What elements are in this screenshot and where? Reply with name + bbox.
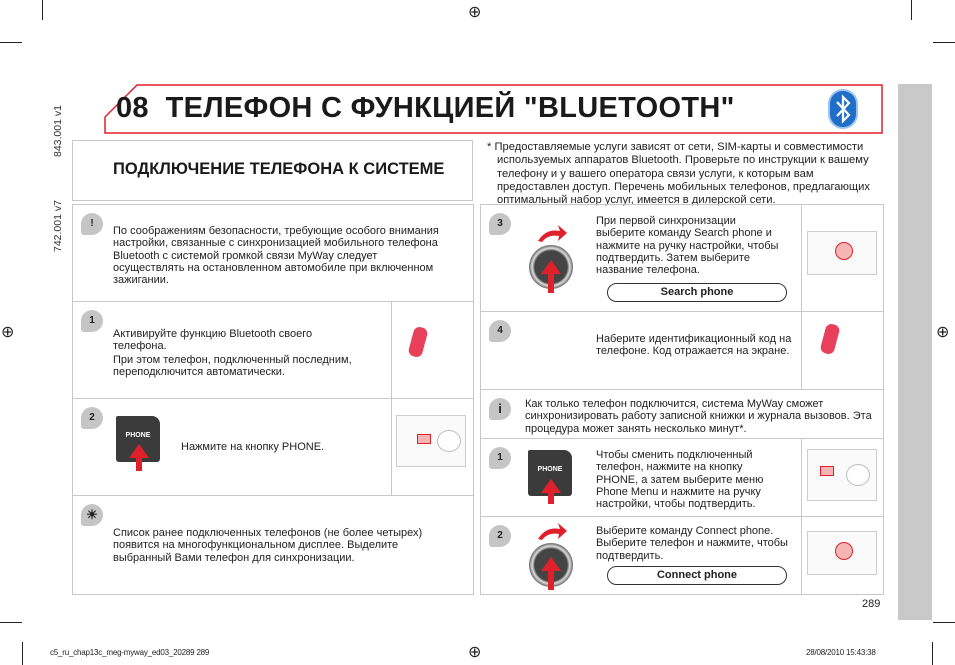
crop-mark [933,622,955,623]
info-block [481,390,883,439]
step-number: 2 [81,407,103,429]
margin-code: 843.001 v1 [52,105,64,157]
radio-panel-image [807,231,877,275]
step-text: Чтобы сменить подключенный телефон, нажмите на кнопку PHONE, а затем выберите меню Phone Menu и нажмите на ручку настройки, чтобы подтвердить. [596,449,764,511]
crop-mark [42,0,43,20]
tip-block [73,496,473,594]
crop-mark [933,42,955,43]
step-text: Наберите идентификационный код на телефоне. Код отражается на экране. [596,333,792,358]
step-2 [73,399,473,496]
radio-panel-image [396,415,466,467]
margin-code: 742.001 v7 [52,200,64,252]
crop-mark [0,622,22,623]
crop-mark [932,642,933,665]
radio-panel-image [807,531,877,575]
info-icon: i [489,398,511,420]
chapter-header [104,84,883,134]
left-panel [72,204,474,595]
rotate-arrow-icon [536,223,568,243]
registration-mark-icon: ⊕ [936,324,950,341]
step-number: 1 [489,447,511,469]
crop-mark [0,42,22,43]
step-number: 1 [81,310,103,332]
step-text: Активируйте функцию Bluetooth своего телефона. [113,328,313,353]
registration-mark-icon: ⊕ [1,324,15,341]
step-1 [73,302,473,399]
registration-mark-icon: ⊕ [468,644,482,661]
step-connect-phone [481,517,883,594]
step-number: 4 [489,320,511,342]
section-title: ПОДКЛЮЧЕНИЕ ТЕЛЕФОНА К СИСТЕМЕ [72,140,473,201]
crop-mark [911,0,912,20]
page-number: 289 [862,598,881,610]
right-panel [480,204,884,595]
page-title: 08 ТЕЛЕФОН С ФУНКЦИЕЙ "BLUETOOTH" [116,92,735,124]
step-number: 3 [489,213,511,235]
connect-phone-command: Connect phone [607,566,787,585]
chapter-tab [898,84,932,620]
step-text: При первой синхронизации выберите команду Search phone и нажмите на ручку настройки, чтобы подтвердить. Затем выберите название телефона. [596,215,779,277]
step-text: При этом телефон, подключенный последним, переподключится автоматически. [113,354,352,379]
footer-filename: c5_ru_chap13c_meg-myway_ed03_20289 289 [50,648,210,657]
warning-icon: ! [81,213,103,235]
warning-text: По соображениям безопасности, требующие особого внимания настройки, связанные с синхронизацией мобильного телефона Bluetooth с системой громкой связи MyWay следует осуществлять на остановленном автомобиле при включенном зажигании. [113,225,439,287]
step-change-phone [481,439,883,517]
registration-mark-icon: ⊕ [468,4,482,21]
arrow-up-icon [129,444,149,458]
footnote: * Предоставляемые услуги зависят от сети, SIM-карты и совместимости используемых аппаратов Bluetooth. Проверьте по инструкции к вашему телефону и у вашего оператора связи услуги, к которым вам предоставлен доступ. Перечень мобильных телефонов, предлагающих оптимальный набор услуг, имеется в дилерской сети. [487,141,870,207]
search-phone-command: Search phone [607,283,787,302]
phone-button-icon: PHONE [116,416,160,462]
crop-mark [22,642,23,665]
mobile-phone-icon [819,323,840,356]
bluetooth-icon [828,89,858,129]
lightbulb-icon: ☀ [81,504,103,526]
step-3 [481,205,883,312]
mobile-phone-icon [407,326,428,359]
tip-text: Список ранее подключенных телефонов (не более четырех) появится на многофункциональном дисплее. Выделите выбранный Вами телефон для синхронизации. [113,527,423,564]
radio-panel-image [807,449,877,501]
info-text: Как только телефон подключится, система MyWay сможет синхронизировать работу записной книжки и журнала вызовов. Эта процедура может занять несколько минут*. [525,398,872,435]
footer-date: 28/08/2010 15:43:38 [806,648,876,657]
warning-block [73,205,473,302]
step-text: Выберите команду Connect phone. Выберите телефон и нажмите, чтобы подтвердить. [596,525,788,562]
phone-button-icon: PHONE [528,450,572,496]
step-text: Нажмите на кнопку PHONE. [181,441,325,453]
rotate-arrow-icon [536,521,568,541]
step-4 [481,312,883,390]
step-number: 2 [489,525,511,547]
